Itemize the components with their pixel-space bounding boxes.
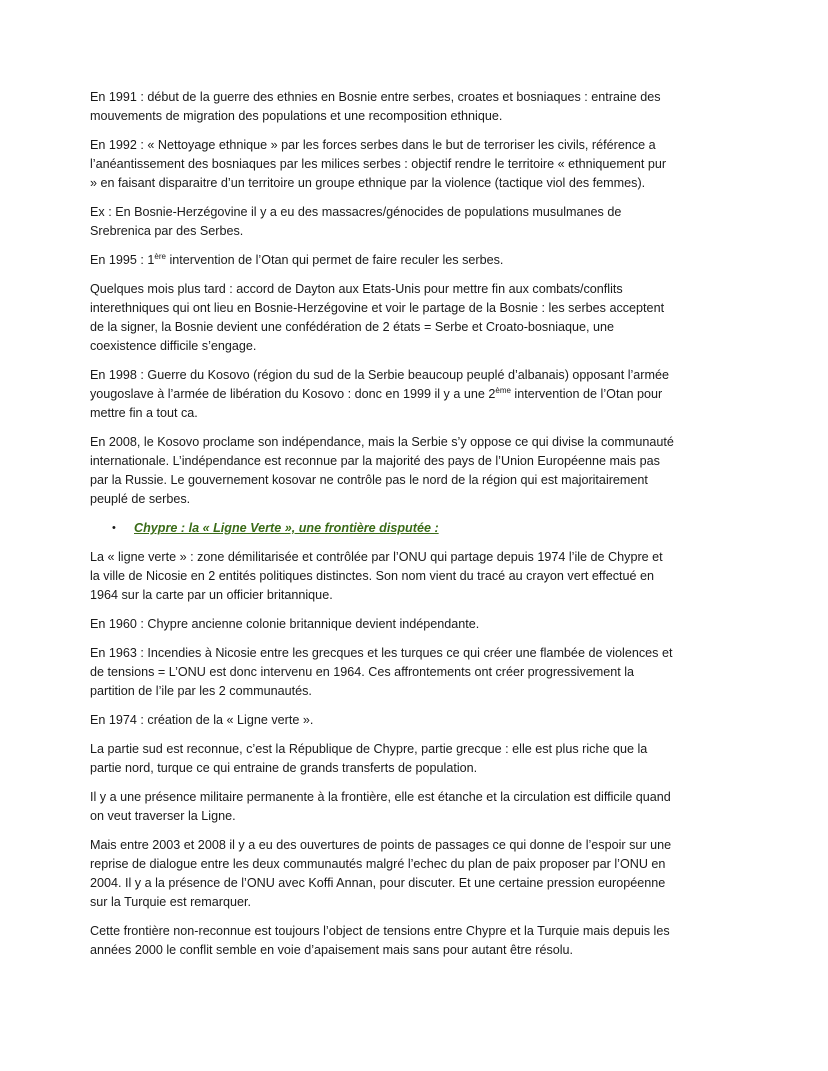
section-heading: Chypre : la « Ligne Verte », une frontière disputée : [134, 521, 439, 535]
paragraph-1998 [90, 366, 674, 423]
paragraph-1991: En 1991 : début de la guerre des ethnies en Bosnie entre serbes, croates et bosniaques : entraine des mouvements de migration des populations et une recomposition ethnique. [90, 90, 661, 123]
bullet-icon: • [112, 522, 116, 534]
paragraph-example: Ex : En Bosnie-Herzégovine il y a eu des massacres/génocides de populations musulmanes de Srebrenica par des Serbes. [90, 205, 622, 238]
paragraph-conclusion: Cette frontière non-reconnue est toujours l’object de tensions entre Chypre et la Turquie mais depuis les années 2000 le conflit semble en voie d’apaisement mais sans pour autant être résolu. [90, 924, 670, 957]
paragraph-1963: En 1963 : Incendies à Nicosie entre les grecques et les turques ce qui créer une flambée de violences et de tensions = L’ONU est donc intervenu en 1964. Ces affrontements ont créer progressivement la partition de l’ile par les 2 communautés. [90, 646, 673, 698]
paragraph-2003-2008: Mais entre 2003 et 2008 il y a eu des ouvertures de points de passages ce qui donne de l’espoir sur une reprise de dialogue entre les deux communautés malgré l’echec du plan de paix proposer par l’ONU en 2004. Il y a la présence de l’ONU avec Koffi Annan, pour discuter. Et une certaine pression européenne sur la Turquie est remarquer. [90, 838, 672, 909]
bullet-item-chypre [90, 519, 674, 538]
paragraph-2008: En 2008, le Kosovo proclame son indépendance, mais la Serbie s’y oppose ce qui divise la communauté internationale. L’indépendance est reconnue par la majorité des pays de l’Union Européenne mais pas par la Russie. Le gouvernement kosovar ne contrôle pas le nord de la région qui est majoritairement peuplé de serbes. [90, 435, 674, 506]
paragraph-presence-militaire: Il y a une présence militaire permanente à la frontière, elle est étanche et la circulation est difficile quand on veut traverser la Ligne. [90, 790, 671, 823]
text-segment: intervention de l’Otan qui permet de faire reculer les serbes. [165, 253, 504, 267]
text-segment: En 1998 : Guerre du Kosovo (région du sud de la Serbie beaucoup peuplé d’albanais) opposant l’armée yougoslave à l’armée de libération du Kosovo : donc en 1999 il y a une 2 [90, 368, 670, 401]
paragraph-1960: En 1960 : Chypre ancienne colonie britannique devient indépendante. [90, 617, 480, 631]
text-segment: En 1995 : 1 [90, 253, 155, 267]
text-segment: intervention de l’Otan pour mettre fin a tout ca. [90, 387, 663, 420]
superscript: ème [495, 385, 511, 395]
paragraph-1992: En 1992 : « Nettoyage ethnique » par les forces serbes dans le but de terroriser les civils, référence a l’anéantissement des bosniaques par les milices serbes : objectif rendre le territoire « ethniquement pur » en faisant disparaitre d’un territoire un groupe ethnique par la violence (tactique viol des femmes). [90, 138, 667, 190]
paragraph-ligne-verte: La « ligne verte » : zone démilitarisée et contrôlée par l’ONU qui partage depuis 1974 l’ile de Chypre et la ville de Nicosie en 2 entités politiques distinctes. Son nom vient du tracé au crayon vert effectué en 1964 sur la carte par un officier britannique. [90, 550, 663, 602]
paragraph-1995 [90, 251, 674, 270]
superscript: ère [154, 251, 166, 261]
paragraph-dayton: Quelques mois plus tard : accord de Dayton aux Etats-Unis pour mettre fin aux combats/conflits interethniques qui ont lieu en Bosnie-Herzégovine et voir le partage de la Bosnie : les serbes acceptent de la signer, la Bosnie devient une confédération de 2 états = Serbe et Croato-bosniaque, une coexistence difficile s’engage. [90, 282, 665, 353]
paragraph-1974: En 1974 : création de la « Ligne verte ». [90, 713, 314, 727]
paragraph-partie-sud: La partie sud est reconnue, c’est la République de Chypre, partie grecque : elle est plus riche que la partie nord, turque ce qui entraine de grands transferts de population. [90, 742, 648, 775]
document-page [90, 88, 674, 970]
